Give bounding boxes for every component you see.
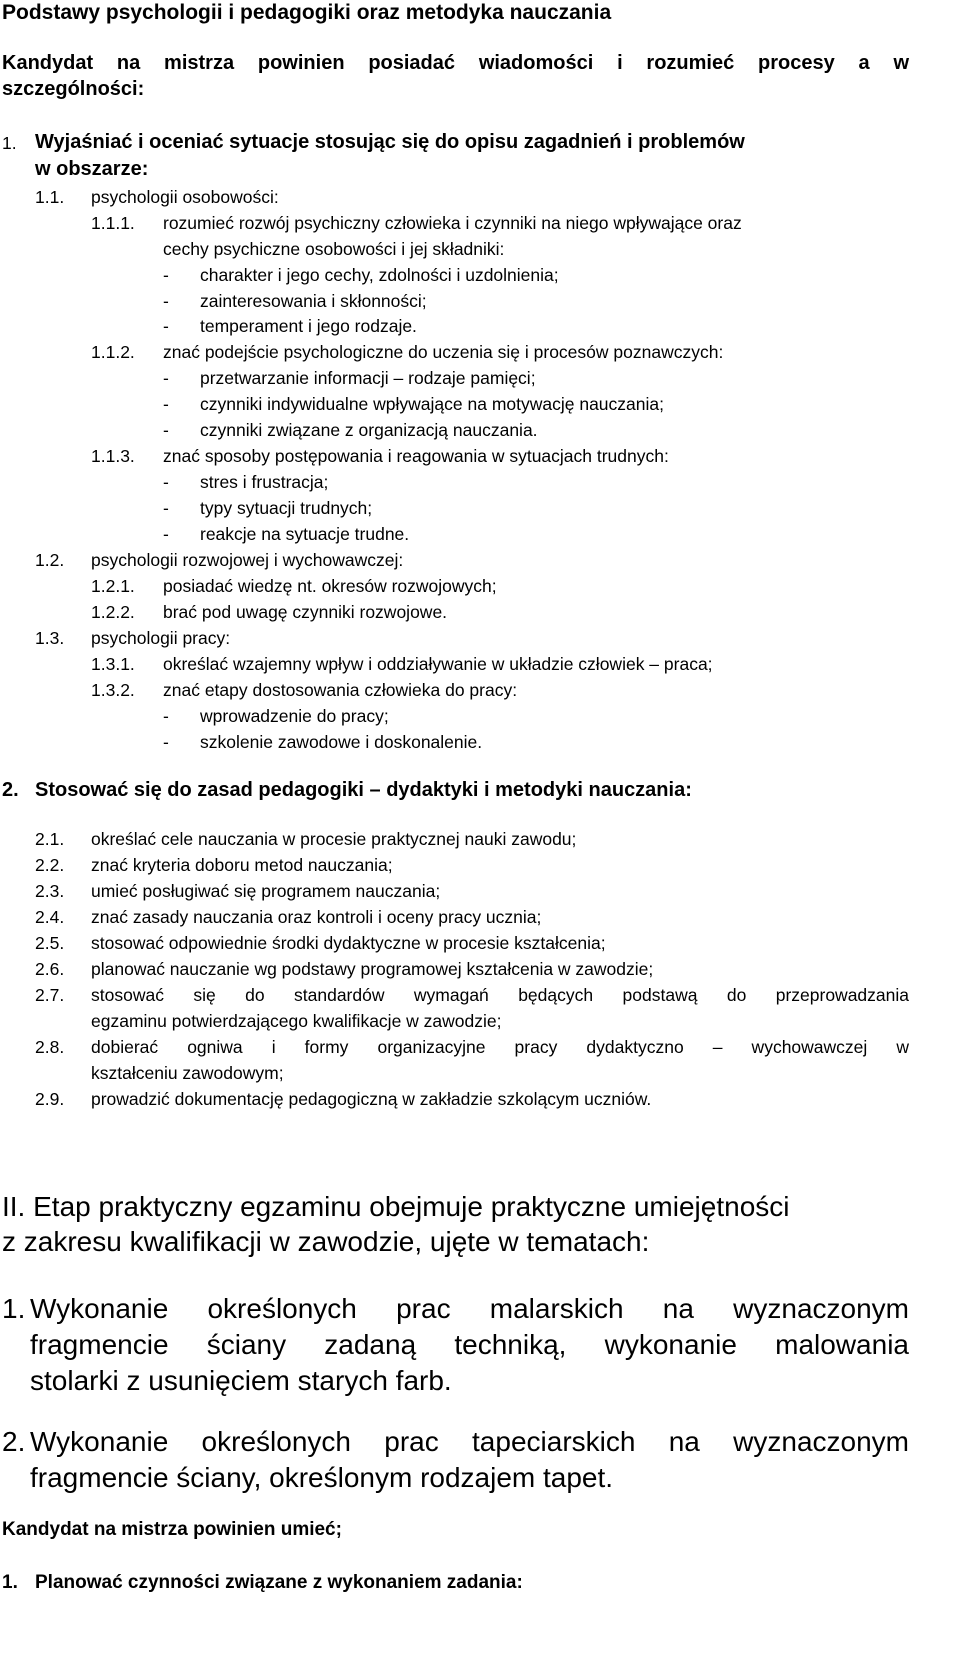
bullet-item: czynniki związane z organizacją nauczania.	[200, 420, 538, 440]
item-text-line-2: cechy psychiczne osobowości i jej składniki:	[163, 239, 505, 259]
item-number: 1.1.1.	[91, 213, 135, 233]
bullet-item: reakcje na sytuacje trudne.	[200, 524, 410, 544]
dash: -	[163, 706, 169, 726]
subsection-number: 1.2.	[35, 550, 65, 570]
dash: -	[163, 498, 169, 518]
list-item: umieć posługiwać się programem nauczania;	[91, 881, 441, 901]
list-number: 2.5.	[35, 933, 65, 953]
list-number: 2.7.	[35, 985, 65, 1005]
topic-line-3: stolarki z usunięciem starych farb.	[30, 1365, 452, 1396]
list-number: 2.6.	[35, 959, 65, 979]
dash: -	[163, 732, 169, 752]
section-number: 2.	[2, 779, 19, 801]
list-item-line-2: kształceniu zawodowym;	[91, 1063, 284, 1083]
bullet-item: temperament i jego rodzaje.	[200, 316, 417, 336]
dash: -	[163, 316, 169, 336]
bullet-item: stres i frustracja;	[200, 472, 329, 492]
section-number: 1.	[2, 133, 17, 153]
bullet-item: typy sytuacji trudnych;	[200, 498, 373, 518]
subsection-title: psychologii pracy:	[91, 628, 231, 648]
item-text-line-1: rozumieć rozwój psychiczny człowieka i czynniki na niego wpływające oraz	[163, 213, 742, 233]
item-number: 1.3.1.	[91, 654, 135, 674]
part-heading-line-1: II. Etap praktyczny egzaminu obejmuje praktyczne umiejętności	[2, 1191, 790, 1222]
list-item: planować nauczanie wg podstawy programowej kształcenia w zawodzie;	[91, 959, 654, 979]
dash: -	[163, 472, 169, 492]
item-number: 1.3.2.	[91, 680, 135, 700]
list-number: 2.9.	[35, 1089, 65, 1109]
item-number: 1.1.2.	[91, 342, 135, 362]
bullet-item: zainteresowania i skłonności;	[200, 291, 427, 311]
skills-heading: Kandydat na mistrza powinien umieć;	[2, 1519, 342, 1540]
intro-line-2: szczególności:	[2, 78, 145, 100]
list-item-line-1: stosować się do standardów wymagań będących podstawą do przeprowadzania	[91, 985, 909, 1005]
dash: -	[163, 394, 169, 414]
list-item-line-2: egzaminu potwierdzającego kwalifikacje w zawodzie;	[91, 1011, 502, 1031]
section-heading: Stosować się do zasad pedagogiki – dydaktyki i metodyki nauczania:	[35, 779, 692, 801]
bullet-item: szkolenie zawodowe i doskonalenie.	[200, 732, 483, 752]
item-number: 1.2.2.	[91, 602, 135, 622]
topic-line-2: fragmencie ściany, określonym rodzajem tapet.	[30, 1462, 614, 1493]
list-number: 2.8.	[35, 1037, 65, 1057]
list-item: określać cele nauczania w procesie praktycznej nauki zawodu;	[91, 829, 577, 849]
dash: -	[163, 368, 169, 388]
topic-line-1: Wykonanie określonych prac tapeciarskich na wyznaczonym	[30, 1426, 909, 1457]
topic-number: 2.	[2, 1426, 26, 1457]
subsection-title: psychologii osobowości:	[91, 187, 279, 207]
bullet-item: czynniki indywidualne wpływające na motywację nauczania;	[200, 394, 664, 414]
dash: -	[163, 420, 169, 440]
section-heading-line-1: Wyjaśniać i oceniać sytuacje stosując się do opisu zagadnień i problemów	[35, 131, 745, 153]
topic-line-2: fragmencie ściany zadaną techniką, wykonanie malowania	[30, 1329, 909, 1360]
subsection-number: 1.1.	[35, 187, 65, 207]
section-heading-line-2: w obszarze:	[35, 158, 149, 180]
item-text: posiadać wiedzę nt. okresów rozwojowych;	[163, 576, 497, 596]
bullet-item: wprowadzenie do pracy;	[200, 706, 389, 726]
topic-line-1: Wykonanie określonych prac malarskich na wyznaczonym	[30, 1293, 909, 1324]
intro-line-1: Kandydat na mistrza powinien posiadać wiadomości i rozumieć procesy a w	[2, 52, 909, 74]
item-text: znać sposoby postępowania i reagowania w sytuacjach trudnych:	[163, 446, 669, 466]
item-number: 1.1.3.	[91, 446, 135, 466]
list-number: 2.3.	[35, 881, 65, 901]
list-item-line-1: dobierać ogniwa i formy organizacyjne pracy dydaktyczno – wychowawczej w	[91, 1037, 909, 1057]
list-number: 2.1.	[35, 829, 65, 849]
skill-number: 1.	[2, 1572, 18, 1593]
skill-text: Planować czynności związane z wykonaniem zadania:	[35, 1572, 523, 1593]
item-text: określać wzajemny wpływ i oddziaływanie w układzie człowiek – praca;	[163, 654, 713, 674]
bullet-item: charakter i jego cechy, zdolności i uzdolnienia;	[200, 265, 559, 285]
list-item: znać zasady nauczania oraz kontroli i oceny pracy ucznia;	[91, 907, 542, 927]
dash: -	[163, 291, 169, 311]
item-number: 1.2.1.	[91, 576, 135, 596]
part-heading-line-2: z zakresu kwalifikacji w zawodzie, ujęte w tematach:	[2, 1226, 650, 1257]
topic-number: 1.	[2, 1293, 26, 1324]
bullet-item: przetwarzanie informacji – rodzaje pamięci;	[200, 368, 536, 388]
item-text: znać podejście psychologiczne do uczenia się i procesów poznawczych:	[163, 342, 724, 362]
subsection-number: 1.3.	[35, 628, 65, 648]
list-number: 2.2.	[35, 855, 65, 875]
list-item: znać kryteria doboru metod nauczania;	[91, 855, 393, 875]
subsection-title: psychologii rozwojowej i wychowawczej:	[91, 550, 404, 570]
list-number: 2.4.	[35, 907, 65, 927]
item-text: brać pod uwagę czynniki rozwojowe.	[163, 602, 448, 622]
dash: -	[163, 524, 169, 544]
list-item: prowadzić dokumentację pedagogiczną w zakładzie szkolącym uczniów.	[91, 1089, 652, 1109]
dash: -	[163, 265, 169, 285]
list-item: stosować odpowiednie środki dydaktyczne w procesie kształcenia;	[91, 933, 606, 953]
item-text: znać etapy dostosowania człowieka do pracy:	[163, 680, 518, 700]
page-title: Podstawy psychologii i pedagogiki oraz metodyka nauczania	[2, 1, 612, 24]
